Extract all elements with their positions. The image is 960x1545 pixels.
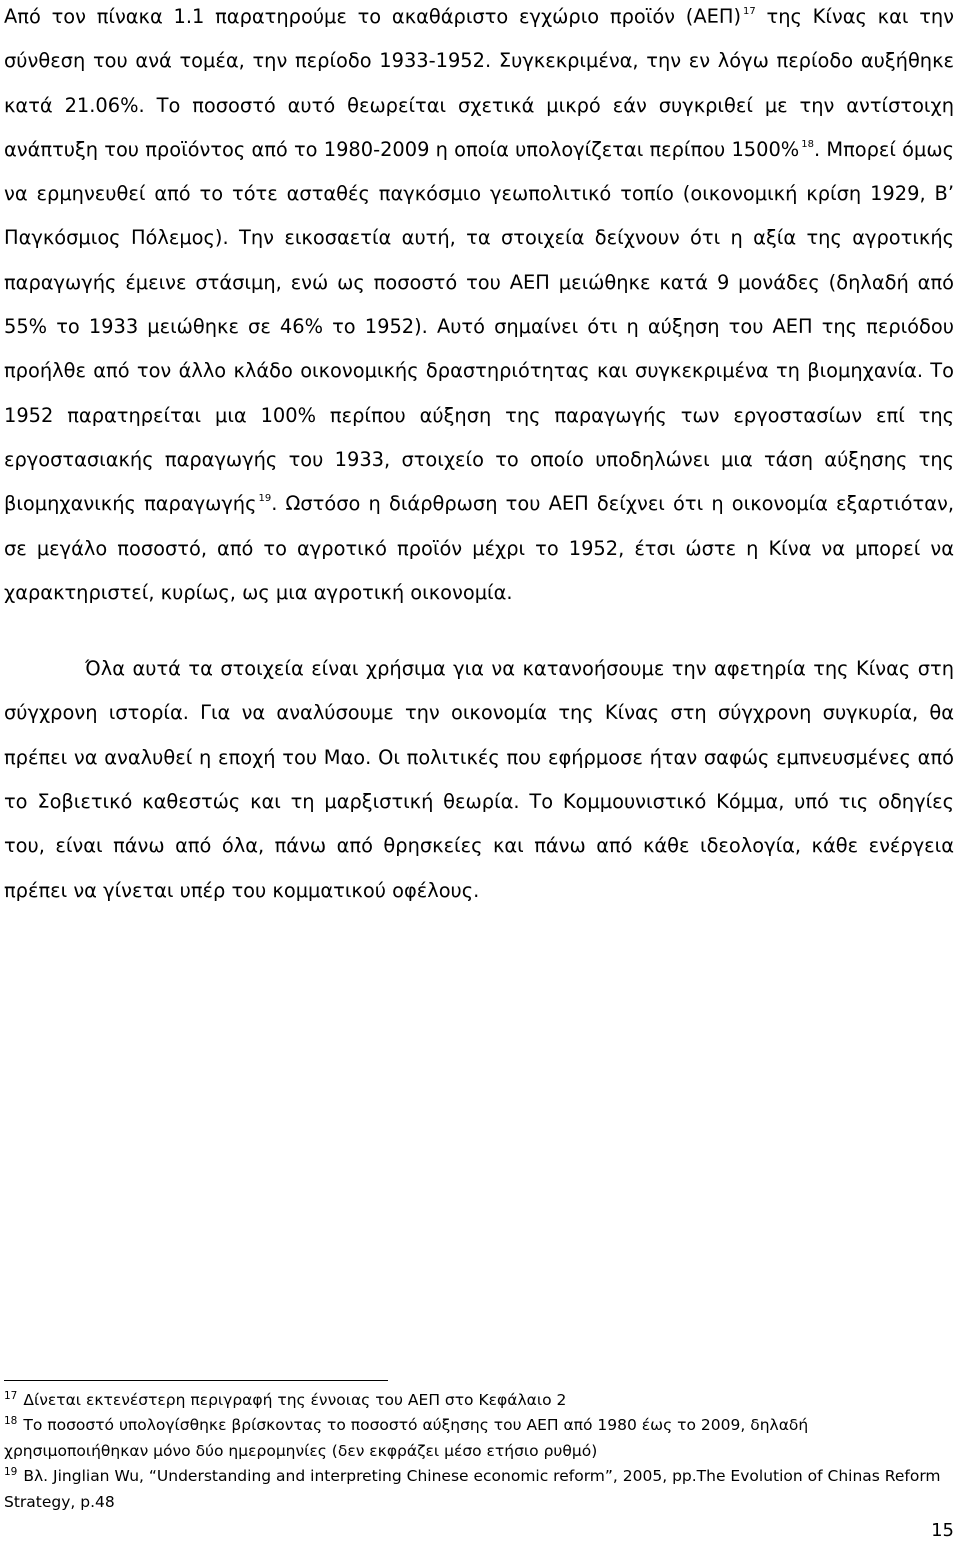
page-number: 15 — [931, 1520, 954, 1541]
footnote-17 — [4, 1388, 954, 1413]
paragraph-text-part: . Μπορεί όμως να ερμηνευθεί από το τότε ασταθές παγκόσμιο γεωπολιτικό τοπίο (οικονομική κρίση 1929, Β’ Παγκόσμιος Πόλεμος). Την εικοσαετία αυτή, τα στοιχεία δείχνουν ότι η αξία της αγροτικής παραγωγής έμεινε στάσιμη, ενώ ως ποσοστό του ΑΕΠ μειώθηκε κατά 9 μονάδες (δηλαδή από 55% το 1933 μειώθηκε σε 46% το 1952). Αυτό σημαίνει ότι η αύξηση του ΑΕΠ της περιόδου προήλθε από τον άλλο κλάδο οικονομικής δραστηριότητας και συγκεκριμένα τη βιομηχανία. Το 1952 παρατηρείται μια 100% περίπου αύξηση της παραγωγής των εργοστασίων επί της εργοστασιακής παραγωγής του 1933, στοιχείο το οποίο υποδηλώνει μια τάση αύξησης της βιομηχανικής παραγωγής — [4, 137, 954, 516]
footnotes-section — [4, 1388, 954, 1515]
page-body — [4, 0, 954, 913]
footnote-text: Βλ. Jinglian Wu, “Understanding and interpreting Chinese economic reform”, 2005, pp.The Evolution of Chinas Reform Strategy, p.48 — [4, 1467, 941, 1511]
footnote-text: Το ποσοστό υπολογίσθηκε βρίσκοντας το ποσοστό αύξησης του ΑΕΠ από 1980 έως το 2009, δηλαδή χρησιμοποιήθηκαν μόνο δύο ημερομηνίες (δεν εκφράζει μέσο ετήσιο ρυθμό) — [4, 1416, 809, 1460]
footnote-19 — [4, 1464, 954, 1515]
footnote-number: 19 — [4, 1466, 18, 1479]
footnote-number: 18 — [4, 1415, 18, 1428]
paragraph-text-part: της Κίνας και την σύνθεση του ανά τομέα, την περίοδο 1933-1952. Συγκεκριμένα, την εν λόγω περίοδο αυξήθηκε κατά 21.06%. Το ποσοστό αυτό θεωρείται σχετικά μικρό εάν συγκριθεί με την αντίστοιχη ανάπτυξη του προϊόντος από το 1980-2009 η οποία υπολογίζεται περίπου 1500% — [4, 5, 954, 161]
footnote-ref-18[interactable]: 18 — [801, 138, 814, 150]
footnote-text: Δίνεται εκτενέστερη περιγραφή της έννοιας του ΑΕΠ στο Κεφάλαιο 2 — [23, 1391, 567, 1409]
paragraph-text-part: . Ωστόσο η διάρθρωση του ΑΕΠ δείχνει ότι η οικονομία εξαρτιόταν, σε μεγάλο ποσοστό, από το αγροτικό προϊόν μέχρι το 1952, έτσι ώστε η Κίνα να μπορεί να χαρακτηριστεί, κυρίως, ως μια αγροτική οικονομία. — [4, 492, 954, 604]
paragraph-mao-era: Όλα αυτά τα στοιχεία είναι χρήσιμα για να κατανοήσουμε την αφετηρία της Κίνας στη σύγχρονη ιστορία. Για να αναλύσουμε την οικονομία της Κίνας στη σύγχρονη συγκυρία, θα πρέπει να αναλυθεί η εποχή του Μαο. Οι πολιτικές που εφήρμοσε ήταν σαφώς εμπνευσμένες από το Σοβιετικό καθεστώς και τη μαρξιστική θεωρία. Το Κομμουνιστικό Κόμμα, υπό τις οδηγίες του, είναι πάνω από όλα, πάνω από θρησκείες και πάνω από κάθε ιδεολογία, κάθε ενέργεια πρέπει να γίνεται υπέρ του κομματικού οφέλους. — [4, 657, 954, 902]
footnote-number: 17 — [4, 1390, 18, 1402]
paragraph-gdp-analysis — [4, 0, 954, 615]
footnote-ref-17[interactable]: 17 — [743, 6, 756, 17]
footnote-18 — [4, 1413, 954, 1464]
footnote-ref-19[interactable]: 19 — [258, 493, 272, 505]
paragraph-text-part: Από τον πίνακα 1.1 παρατηρούμε το ακαθάριστο εγχώριο προϊόν (ΑΕΠ) — [4, 5, 742, 28]
footnote-separator — [4, 1380, 388, 1381]
